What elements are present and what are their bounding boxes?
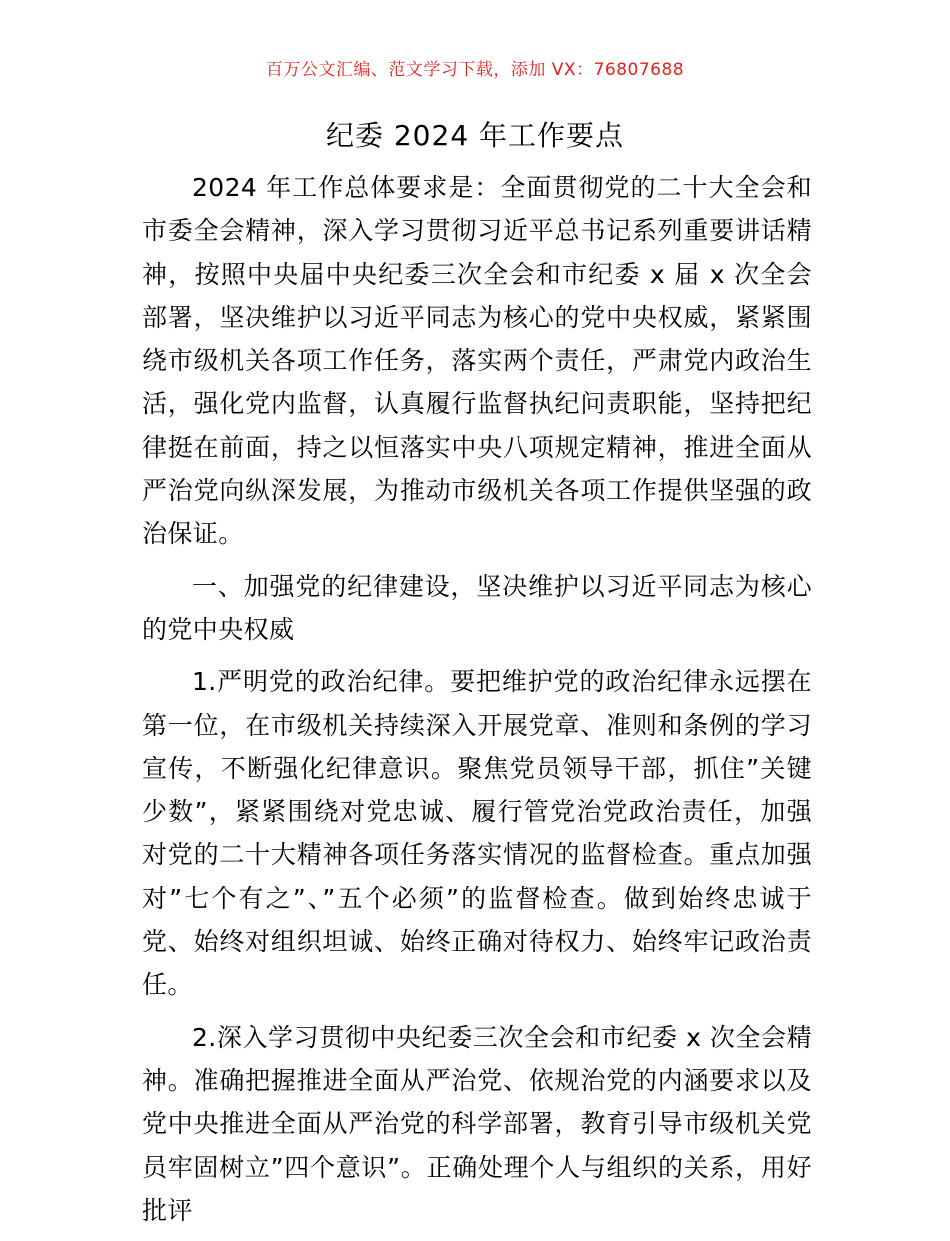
document-body [142,166,812,1241]
paragraph-item-1: 1.严明党的政治纪律。要把维护党的政治纪律永远摆在第一位，在市级机关持续深入开展党章、准则和条例的学习宣传，不断强化纪律意识。聚焦党员领导干部，抓住”关键少数”，紧紧围绕对党忠诚、履行管党治党政治责任，加强对党的二十大精神各项任务落实情况的监督检查。重点加强对”七个有之”、”五个必须”的监督检查。做到始终忠诚于党、始终对组织坦诚、始终正确对待权力、始终牢记政治责任。 [142,667,812,1000]
watermark-header: 百万公文汇编、范文学习下载，添加 VX：76807688 [265,60,685,80]
section-heading-1: 一、加强党的纪律建设，坚决维护以习近平同志为核心的党中央权威 [142,571,812,644]
paragraph-item-2: 2.深入学习贯彻中央纪委三次全会和市纪委 x 次全会精神。准确把握推进全面从严治党、依规治党的内涵要求以及党中央推进全面从严治党的科学部署，教育引导市级机关党员牢固树立”四个意识”。正确处理个人与组织的关系，用好批评 [142,1022,812,1225]
paragraph-overall-requirements: 2024 年工作总体要求是：全面贯彻党的二十大全会和市委全会精神，深入学习贯彻习近平总书记系列重要讲话精神，按照中央届中央纪委三次全会和市纪委 x 届 x 次全会部署，坚决维护以习近平同志为核心的党中央权威，紧紧围绕市级机关各项工作任务，落实两个责任，严肃党内政治生活，强化党内监督，认真履行监督执纪问责职能，坚持把纪律挺在前面，持之以恒落实中央八项规定精神，推进全面从严治党向纵深发展，为推动市级机关各项工作提供坚强的政治保证。 [142,173,812,549]
document-title: 纪委 2024 年工作要点 [325,119,625,152]
